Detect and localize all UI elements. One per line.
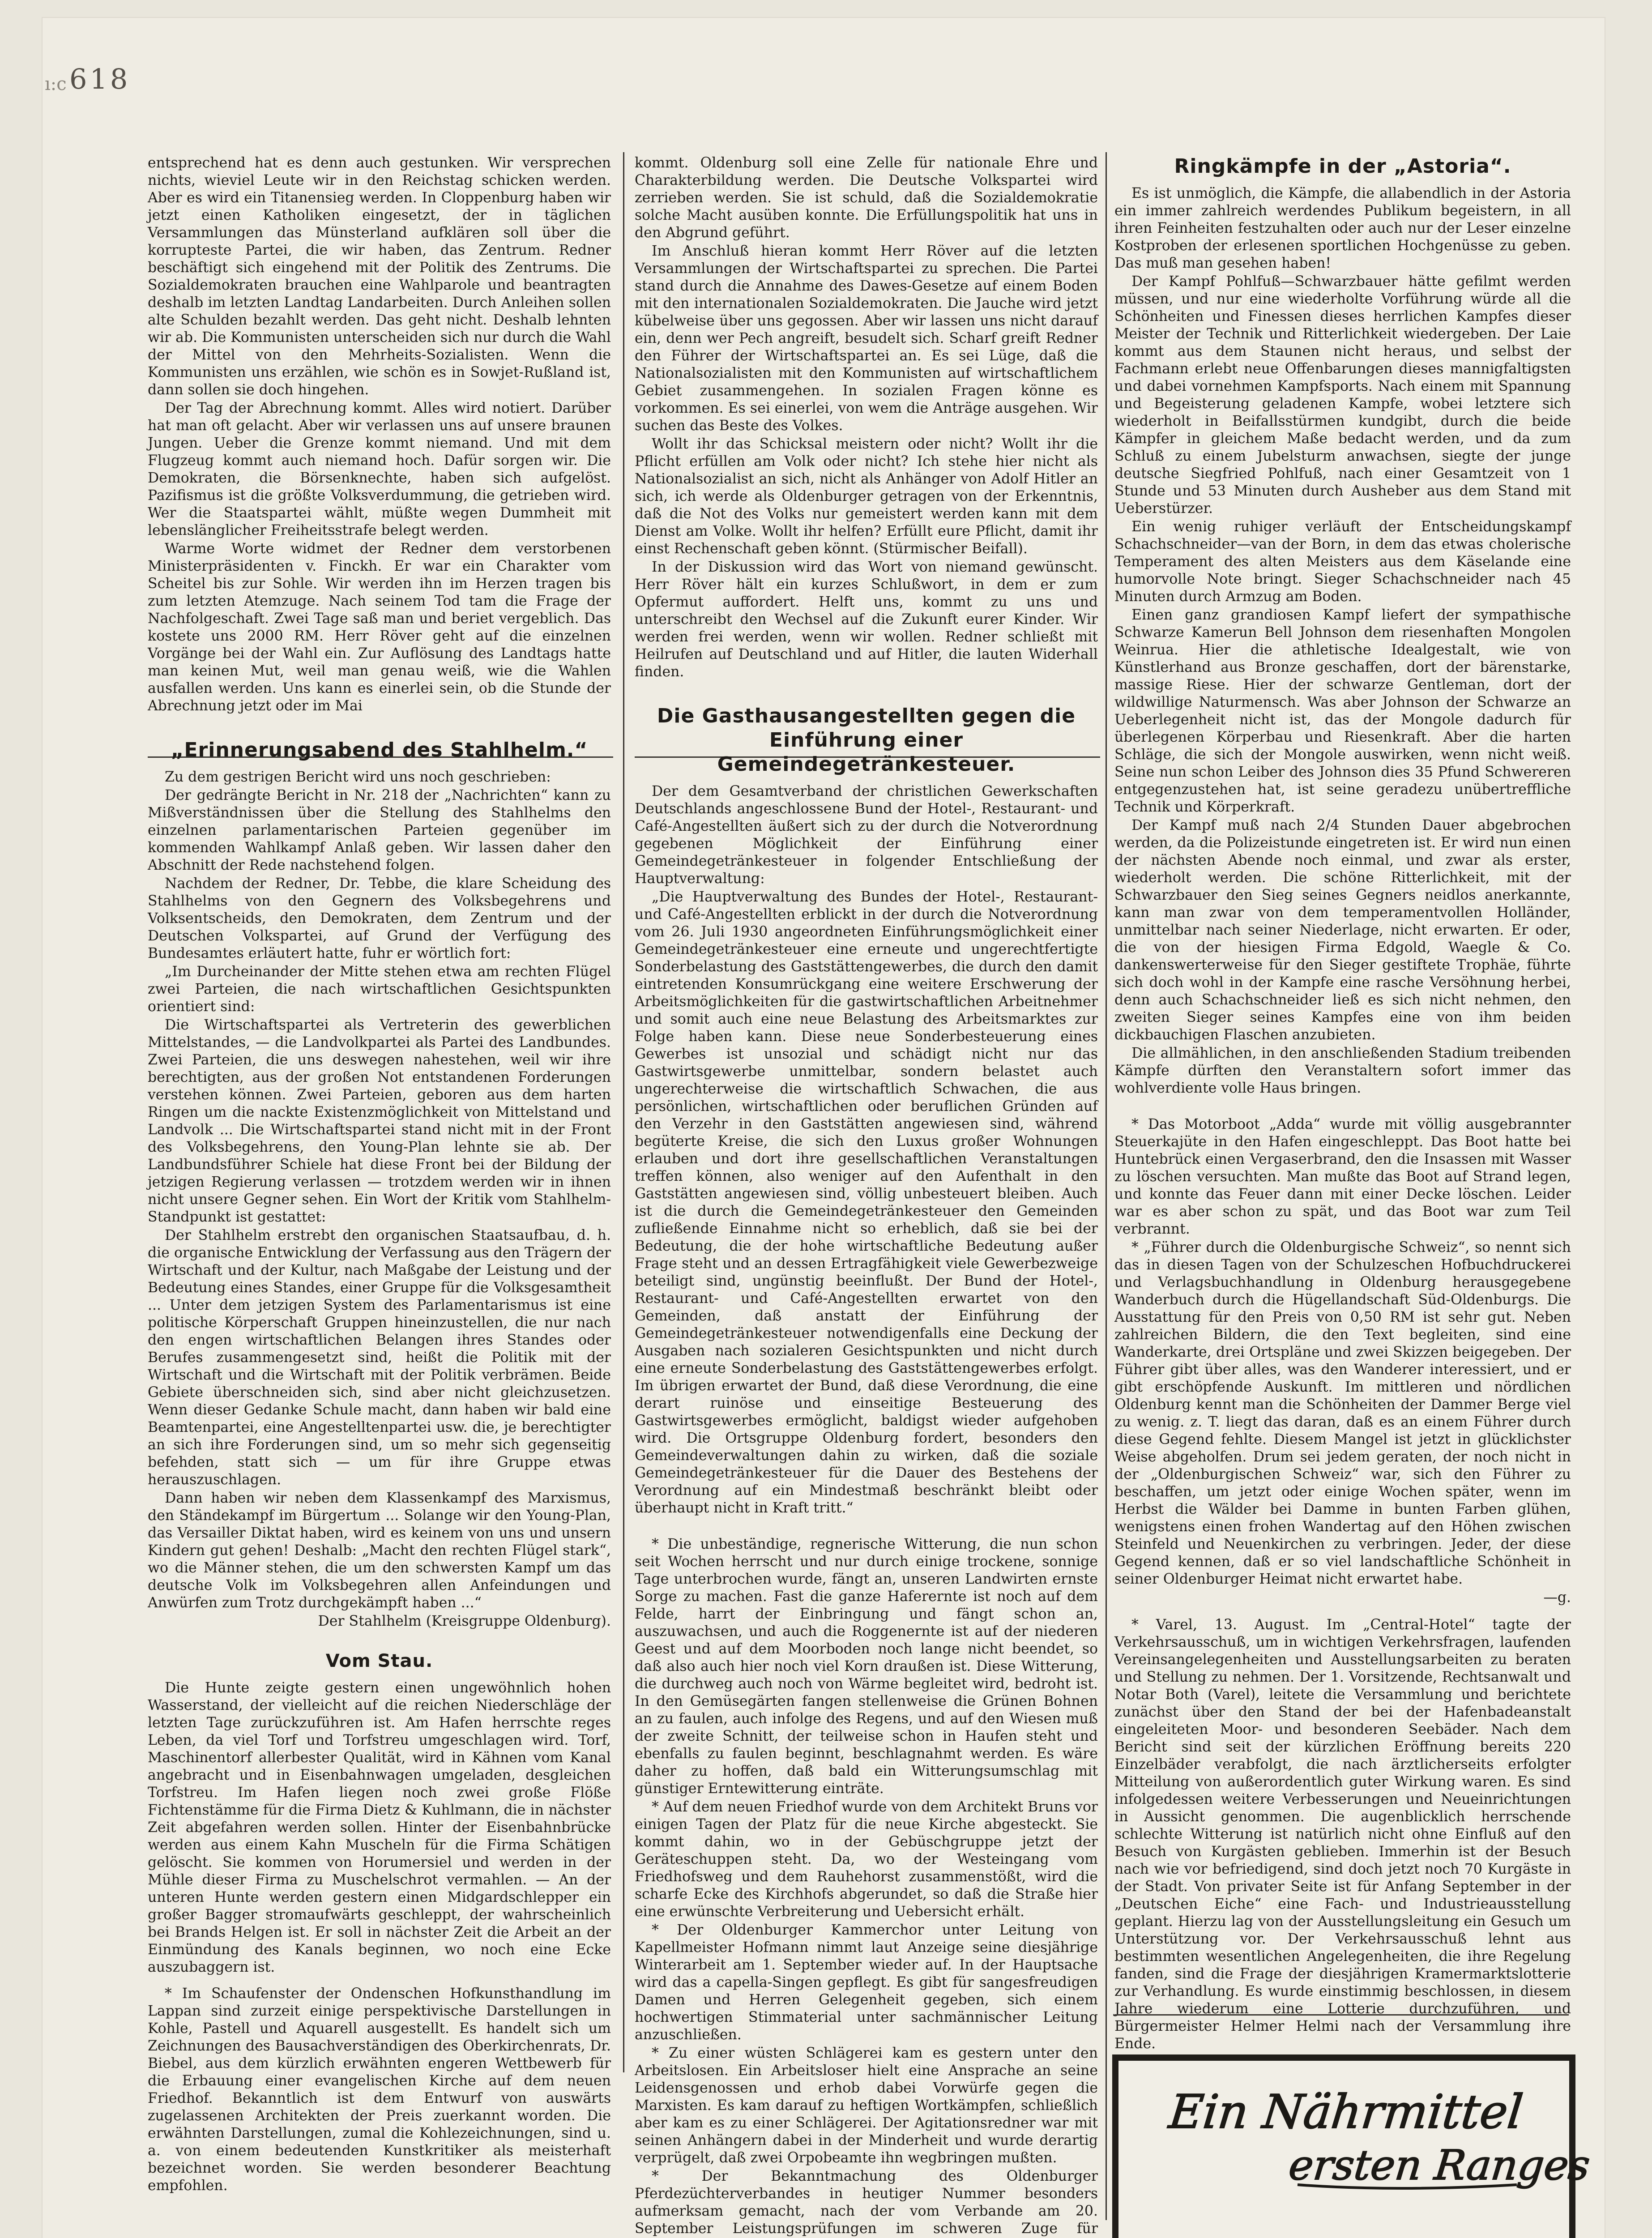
- local-news-3: [1114, 1116, 1571, 2053]
- news-item: * Der Bekanntmachung des Oldenburger Pferdezüchterverbandes in heutiger Nummer besonders aufmerksam gemacht, nach der vom Verbande am 20. September Leistungsprüfungen im schweren Zuge für: [635, 2168, 1098, 2237]
- headline-stau: Vom Stau.: [325, 1651, 433, 1671]
- news-item: * Das Motorboot „Adda“ wurde mit völlig ausgebrannter Steuerkajüte in den Hafen eingeschleppt. Das Boot hatte bei Huntebrück einen Vergaserbrand, den die Insassen mit Wasser zu löschen versuchten. Man mußte das Boot auf Strand legen, und konnte das Feuer dann mit einer Decke löschen. Leider war es aber schon zu spät, und das Boot war zum Teil verbrannt.: [1114, 1116, 1571, 1237]
- column-rule-right: [1106, 152, 1107, 2220]
- paragraph: Nachdem der Redner, Dr. Tebbe, die klare Scheidung des Stahlhelms von den Gegnern des Volksbegehrens und Volksentscheids, den Demokraten, dem Zentrum und der Deutschen Volkspartei, auf Grund der Verfügung des Bundesamtes erläutert hatte, fuhr er wörtlich fort:: [148, 876, 611, 961]
- paragraph: Wollt ihr das Schicksal meistern oder nicht? Wollt ihr die Pflicht erfüllen am Volk oder nicht? Ich stehe hier nicht als Nationalsozialist an sich, nicht als Anhänger von Adolf Hitler an sich, ich werde als Oldenburger getragen von der Erkenntnis, daß die Not des Volks nur gemeistert werden kann mit dem Dienst am Volke. Wollt ihr helfen? Erfüllt eure Pflicht, damit ihr einst Rechenschaft geben könnt. (Stürmischer Beifall).: [635, 436, 1098, 557]
- news-item: * Zu einer wüsten Schlägerei kam es gestern unter den Arbeitslosen. Ein Arbeitsloser hielt eine Ansprache an seine Leidensgenossen und erhob dabei Vorwürfe gegen die Marxisten. Es kam darauf zu heftigen Wortkämpfen, schließlich aber kam es zu einer Schlägerei. Der Agitationsredner war mit seinen Anhängern dabei in der Minderheit und wurde derartig verprügelt, daß zwei Orpobeamte ihn wegbringen mußten.: [635, 2045, 1098, 2166]
- paragraph: „Die Hauptverwaltung des Bundes der Hotel-, Restaurant- und Café-Angestellten erblickt in der durch die Notverordnung vom 26. Juli 1930 angeordneten Einführungsmöglichkeit einer Gemeindegetränkesteuer eine erneute und ungerechtfertigte Sonderbelastung des Gaststättengewerbes, die durch den damit eintretenden Konsumrückgang eine weitere Erschwerung der Arbeitsmöglichkeiten für die gastwirtschaftlichen Arbeitnehmer und somit auch eine neue Belastung des Arbeitsmarktes zur Folge haben kann. Diese neue Sonderbesteuerung eines Gewerbes ist unsozial und schädigt nicht nur das Gastwirtsgewerbe unmittelbar, sondern belastet auch ungerechterweise die wirtschaftlich Schwachen, die aus persönlichen, wirtschaftlichen oder beruflichen Gründen auf den Verzehr in den Gaststätten angewiesen sind, während begüterte Kreise, die sich den Luxus großer Wohnungen erlauben und dort ihre gesellschaftlichen Veranstaltungen treffen können, also weniger auf den Aufenthalt in den Gaststätten angewiesen sind, völlig unbesteuert bleiben. Auch ist die durch die Gemeindegetränkesteuer den Gemeinden zufließende Einnahme nicht so erheblich, daß sie bei der Bedeutung, die der hohe wirtschaftliche Bedeutung außer Frage steht und an dessen Ertragfähigkeit viele Gewerbezweige beteiligt sind, ungünstig beeinflußt. Der Bund der Hotel-, Restaurant- und Café-Angestellten erwartet von den Gemeinden, daß anstatt der Einführung der Gemeindegetränkesteuer notwendigenfalls eine Deckung der Ausgaben nach sozialeren Gesichtspunkten und nicht durch eine erneute Sonderbelastung des Gaststättengewerbes erfolgt. Im übrigen erwartet der Bund, daß diese Verordnung, die eine derart ruinöse und einseitige Besteuerung des Gastwirtsgewerbes ermöglicht, baldigst wieder aufgehoben wird. Die Ortsgruppe Oldenburg fordert, besonders den Gemeindeverwaltungen dahin zu wirken, daß die soziale Gemeindegetränkesteuer für die Dauer des Bestehens der Verordnung auf ein Mindestmaß beschränkt bleibt oder überhaupt nicht in Kraft tritt.“: [635, 889, 1098, 1516]
- paragraph: Im Anschluß hieran kommt Herr Röver auf die letzten Versammlungen der Wirtschaftspartei zu sprechen. Die Partei stand durch die Annahme des Dawes-Gesetze auf einem Boden mit den internationalen Sozialdemokraten. Die Jauche wird jetzt kübelweise über uns gegossen. Aber wir lassen uns nicht darauf ein, denn wer Pech angreift, besudelt sich. Scharf greift Redner den Führer der Wirtschaftspartei an. Es sei Lüge, daß die Nationalsozialisten mit den Kommunisten auf wirtschaftlichem Gebiet zusammengehen. In sozialen Fragen könne es vorkommen. Es sei einerlei, von wem die Anträge ausgehen. Wir suchen das Beste des Volkes.: [635, 243, 1098, 434]
- article-ringkaempfe: [1114, 154, 1571, 1097]
- signature: Der Stahlhelm (Kreisgruppe Oldenburg).: [318, 1613, 611, 1629]
- advertisement-toellner: [1112, 2054, 1592, 2238]
- paragraph: Dann haben wir neben dem Klassenkampf des Marxismus, den Ständekampf im Bürgertum ... Solange wir den Young-Plan, das Versailler Diktat haben, wird es keinem von uns und unsern Kindern gut gehen! Deshalb: „Macht den rechten Flügel stark“, wo die Männer stehen, die um den schwersten Kampf um das deutsche Volk im Volksbegehren allen Anfeindungen und Anwürfen zum Trotz durchgekämpft haben ...“: [148, 1490, 611, 1611]
- paragraph: In der Diskussion wird das Wort von niemand gewünscht. Herr Röver hält ein kurzes Schlußwort, in dem er zum Opfermut auffordert. Helft uns, kommt zu uns und unterschreibt den Wechsel auf die Zukunft eurer Kinder. Wir werden frei werden, wenn wir wollen. Redner schließt mit Heilrufen auf Deutschland und auf Hitler, die lauten Widerhall finden.: [635, 559, 1098, 680]
- paragraph: Zu dem gestrigen Bericht wird uns noch geschrieben:: [165, 769, 551, 785]
- article-stau: [148, 1649, 611, 2195]
- paragraph: Der dem Gesamtverband der christlichen Gewerkschaften Deutschlands angeschlossene Bund der Hotel-, Restaurant- und Café-Angestellten äußert sich zu der durch die Notverordnung gegebenen Möglichkeit der Einführung einer Gemeindegetränkesteuer in folgender Entschließung der Hauptverwaltung:: [635, 783, 1098, 887]
- headline-gasthaus: Die Gasthausangestellten gegen die Einführung einer Gemeindegetränkesteuer.: [657, 705, 1076, 776]
- paragraph: Warme Worte widmet der Redner dem verstorbenen Ministerpräsidenten v. Finckh. Er war ein Charakter vom Scheitel bis zur Sohle. Wir werden ihn im Herzen tragen bis zum letzten Atemzuge. Nach seinem Tod tam die Frage der Nachfolgeschaft. Zwei Tage saß man und beriet vergeblich. Das kostete uns 2000 RM. Herr Röver geht auf die einzelnen Vorgänge bei der Wahl ein. Zur Auflösung des Landtags hatte man keinen Mut, weil man genau weiß, wie die Wahlen ausfallen werden. Uns kann es einerlei sein, ob die Stunde der Abrechnung jetzt oder im Mai: [148, 541, 611, 714]
- paragraph: Die allmählichen, in den anschließenden Stadium treibenden Kämpfe dürften den Veranstaltern sofort immer das wohlverdiente volle Haus bringen.: [1114, 1045, 1571, 1096]
- column-3: [1114, 154, 1571, 2052]
- paragraph: Es ist unmöglich, die Kämpfe, die allabendlich in der Astoria ein immer zahlreich werdendes Publikum begeistern, in all ihren Feinheiten festzuhalten oder auch nur der Leser einzelne Kostproben der erlesenen sportlichen Hochgenüsse zu geben. Das muß man gesehen haben!: [1114, 185, 1571, 271]
- paragraph: Die Wirtschaftspartei als Vertreterin des gewerblichen Mittelstandes, — die Landvolkpartei als Partei des Landbundes. Zwei Parteien, die uns deswegen nahestehen, weil wir ihre berechtigten, aus der großen Not entstandenen Forderungen verstehen können. Zwei Parteien, geboren aus dem harten Ringen um die nackte Existenzmöglichkeit von Mittelstand und Landvolk ... Die Wirtschaftspartei stand nicht mit in der Front des Volksbegehrens, den Young-Plan lehnte sie ab. Der Landbundsführer Schiele hat diese Front bei der Bildung der jetzigen Regierung verlassen — trotzdem werden wir in ihnen nicht unsere Gegner sehen. Ein Wort der Kritik vom Stahlhelm-Standpunkt ist gestattet:: [148, 1017, 611, 1225]
- paragraph: Der Tag der Abrechnung kommt. Alles wird notiert. Darüber hat man oft gelacht. Aber wir verlassen uns auf unsere braunen Jungen. Ueber die Grenze kommt niemand. Und mit dem Flugzeug kommt auch niemand hoch. Dafür sorgen wir. Die Demokraten, die Börsenknechte, haben sich aufgelöst. Pazifismus ist die größte Volksverdummung, die getrieben wird. Wer die Staatspartei wählt, müßte wegen Dummheit mit lebenslänglicher Freiheitsstrafe belegt werden.: [148, 400, 611, 538]
- news-item: * Der Oldenburger Kammerchor unter Leitung von Kapellmeister Hofmann nimmt laut Anzeige seine diesjährige Winterarbeit am 1. September wieder auf. In der Hauptsache wird das a capella-Singen gepflegt. Es gibt für sangesfreudigen Damen und Herren Gelegenheit gegeben, sich einem hochwertigen Stimmaterial unter sachmännischer Leitung anzuschließen.: [635, 1922, 1098, 2043]
- paragraph: „Im Durcheinander der Mitte stehen etwa am rechten Flügel zwei Parteien, die nach wirtschaftlichen Gesichtspunkten orientiert sind:: [148, 964, 611, 1015]
- page-number: 618: [69, 63, 131, 95]
- ad-rule: [1114, 2014, 1569, 2056]
- column-2: [635, 154, 1098, 2237]
- paragraph: * Im Schaufenster der Ondenschen Hofkunsthandlung im Lappan sind zurzeit einige perspektivische Darstellungen in Kohle, Pastell und Aquarell ausgestellt. Es handelt sich um Zeichnungen des Bausachverständigen des Oberkirchenrats, Dr. Biebel, aus dem kürzlich erwähnten engeren Wettbewerb für die Erbauung einer evangelischen Kirche auf dem neuen Friedhof. Bekanntlich ist dem Entwurf von auswärts zugelassenen Architekten der Preis zuerkannt worden. Die erwähnten Darstellungen, zumal die Kohlezeichnungen, sind u. a. von einem bedeutenden Kunstkritiker als meisterhaft bezeichnet worden. Sie werden besonderer Beachtung empfohlen.: [148, 1986, 611, 2194]
- column-1: [148, 154, 611, 2194]
- paragraph: Einen ganz grandiosen Kampf liefert der sympathische Schwarze Kamerun Bell Johnson dem riesenhaften Mongolen Weinrua. Hier die athletische Idealgestalt, wie von Künstlerhand aus Bronze geschaffen, dort der bärenstarke, massige Riese. Hier der schwarze Gentleman, dort der wildwillige Naturmensch. Was aber Johnson der Schwarze an Ueberlegenheit nicht ist, das der Mongole dadurch für überlegenen Körperbau und Riesenkraft. Aber die harten Schläge, die sich der Mongole auswirken, wenn nicht weiß. Seine nun schon Leiber des Johnson dies 35 Pfund Schwereren entgegenzustehen hat, ist seine geradezu unübertreffliche Technik und Körperkraft.: [1114, 607, 1571, 815]
- article-continued-2: [635, 154, 1098, 681]
- column-rule-left: [623, 152, 624, 2072]
- signature: —g.: [1543, 1589, 1571, 1606]
- paragraph: Der gedrängte Bericht in Nr. 218 der „Nachrichten“ kann zu Mißverständnissen über die Stellung des Stahlhelms den einzelnen parlamentarischen Parteien gegenüber im kommenden Wahlkampf Anlaß geben. Wir lassen daher den Abschnitt der Rede nachstehend folgen.: [148, 787, 611, 873]
- edge-mark: ı:c: [45, 74, 67, 94]
- paragraph: Ein wenig ruhiger verläuft der Entscheidungskampf Schachschneider—van der Born, in dem das etwas cholerische Temperament des alten Meisters aus dem Käselande eine humorvolle Note bringt. Sieger Schachschneider nach 45 Minuten durch Armzug am Boden.: [1114, 519, 1571, 605]
- ad-script-logo: [1163, 2084, 1592, 2193]
- paragraph: entsprechend hat es denn auch gestunken. Wir versprechen nichts, wieviel Leute wir in den Reichstag schicken werden. Aber es wird ein Titanensieg werden. In Cloppenburg haben wir jetzt einen Katholiken eingesetzt, der in täglichen Versammlungen das Münsterland aufklären soll über die korrupteste Partei, die wir haben, das Zentrum. Redner beschäftigt sich eingehend mit der Politik des Zentrums. Die Sozialdemokraten brauchen eine Wahlparole und beantragten deshalb im letzten Landtag Landarbeiten. Durch Anleihen sollen alte Schulden bezahlt werden. Das geht nicht. Deshalb lehnten wir ab. Die Kommunisten unterscheiden sich nur durch die Wahl der Mittel von den Mehrheits-Sozialisten. Wenn die Kommunisten uns erzählen, wie schön es in Sowjet-Rußland ist, dann sollen sie doch hingehen.: [148, 155, 611, 398]
- paragraph: Der Stahlhelm erstrebt den organischen Staatsaufbau, d. h. die organische Entwicklung der Verfassung aus den Trägern der Wirtschaft und der Kultur, nach Maßgabe der Leistung und der Bedeutung eines Standes, einer Gruppe für die Volksgesamtheit ... Unter dem jetzigen System des Parlamentarismus ist eine politische Körperschaft Gruppen hineinzustellen, die nur nach den engen wirtschaftlichen Belangen ihres Standes oder Berufes zusammengesetzt sind, heißt die Politik mit der Wirtschaft und die Wirtschaft mit der Politik verbrämen. Beide Gebiete überschneiden sich, sind aber nicht gleichzusetzen. Wenn dieser Gedanke Schule macht, dann haben wir bald eine Beamtenpartei, eine Angestelltenpartei usw. die, je berechtigter an sich ihre Forderungen sind, um so mehr sich gegenseitig befehden, statt sich — um für ihre Gruppe etwas herauszuschlagen.: [148, 1227, 611, 1488]
- news-item: * Die unbeständige, regnerische Witterung, die nun schon seit Wochen herrscht und nur durch einige trockene, sonnige Tage unterbrochen wurde, fängt an, unseren Landwirten ernste Sorge zu machen. Fast die ganze Haferernte ist noch auf dem Felde, harrt der Einbringung und fängt schon an, auszuwachsen, und auch die Roggenernte ist auf der niederen Geest und auf dem Moorboden noch lange nicht beendet, so daß also auch hier noch viel Korn draußen ist. Diese Witterung, die durchweg auch noch von Wärme begleitet wird, bedroht ist. In den Gemüsegärten fangen stellenweise die Grünen Bohnen an zu faulen, auch infolge des Regens, und auf den Wiesen muß der zweite Schnitt, der teilweise schon in Haufen steht und ebenfalls zu faulen beginnt, beschlagnahmt werden. Es wäre daher zu hoffen, daß bald ein Witterungsumschlag mit günstiger Erntewitterung einträte.: [635, 1536, 1098, 1797]
- paragraph: Die Hunte zeigte gestern einen ungewöhnlich hohen Wasserstand, der vielleicht auf die reichen Niederschläge der letzten Tage zurückzuführen ist. Am Hafen herrschte reges Leben, da viel Torf und Torfstreu umgeschlagen wird. Torf, Maschinentorf allerbester Qualität, wird in Kähnen vom Kanal angebracht und in Eisenbahnwagen umgeladen, desgleichen Torfstreu. Im Hafen liegen noch zwei große Flöße Fichtenstämme für die Firma Dietz & Kuhlmann, die in nächster Zeit abgefahren werden sollen. Hinter der Eisenbahnbrücke werden aus einem Kahn Muscheln für die Firma Schätigen gelöscht. Sie kommen von Horumersiel und werden in der Mühle dieser Firma zu Muschelschrot vermahlen. — An der unteren Hunte werden gestern einen Midgardschlepper ein großer Bagger stromaufwärts geschleppt, der wahrscheinlich bei Brands Helgen ist. Er soll in nächster Zeit die Arbeit an der Einmündung des Kanals beginnen, wo noch eine Ecke auszubaggern ist.: [148, 1680, 611, 1975]
- ad-logo-line-2: ersten Ranges: [1286, 2141, 1592, 2189]
- news-item: * Auf dem neuen Friedhof wurde von dem Architekt Bruns vor einigen Tagen der Platz für die neue Kirche abgesteckt. Sie kommt dahin, wo in der Gebüschgruppe jetzt der Geräteschuppen steht. Da, wo der Westeingang vom Friedhofsweg und dem Rauhehorst zusammenstößt, wird die scharfe Ecke des Kirchhofs abgerundet, so daß die Straße hier eine erwünschte Verbreiterung und Uebersicht erhält.: [635, 1799, 1098, 1920]
- news-item: * Varel, 13. August. Im „Central-Hotel“ tagte der Verkehrsausschuß, um in wichtigen Verkehrsfragen, laufenden Vereinsangelegenheiten und Ausstellungsarbeiten zu beraten und Stellung zu nehmen. Der 1. Vorsitzende, Rechtsanwalt und Notar Both (Varel), leitete die Versammlung und berichtete zunächst über den Stand der bei der Hafenbadeanstalt eingeleiteten Moor- und besonderen Seebäder. Nach dem Bericht sind seit der kürzlichen Eröffnung bereits 220 Einzelbäder verabfolgt, die nach ärztlicherseits erfolgter Mitteilung von außerordentlich guter Wirkung waren. Es sind infolgedessen weitere Verbesserungen und Neueinrichtungen in Aussicht genommen. Die augenblicklich herrschende schlechte Witterung ist natürlich nicht ohne Einfluß auf den Besuch von Kurgästen geblieben. Immerhin ist der Besuch nach wie vor befriedigend, sind doch jetzt noch 70 Kurgäste in der Stadt. Von privater Seite ist für Anfang September in der „Deutschen Eiche“ eine Fach- und Industrieausstellung geplant. Hierzu lag von der Ausstellungsleitung ein Gesuch um Unterstützung vor. Der Verkehrsausschuß lehnt aus bestimmten wesentlichen Angelegenheiten, die ihre Regelung fanden, sind die Frage der diesjährigen Kramermarktslotterie zur Verhandlung. Es wurde einstimmig beschlossen, in diesem Jahre wiederum eine Lotterie durchzuführen, und Bürgermeister Helmer Helmi nach der Versammlung ihre Ende.: [1114, 1617, 1571, 2052]
- ad-logo-line-1: Ein Nährmittel: [1166, 2084, 1526, 2139]
- paragraph: Der Kampf muß nach 2/4 Stunden Dauer abgebrochen werden, da die Polizeistunde eingetreten ist. Er wird nun einen der nächsten Abende noch einmal, und zwar als erster, wiederholt werden. Die schöne Ritterlichkeit, mit der Schwarzbauer den Sieg seines Gegners neidlos anerkannte, kann man zwar von dem temperamentvollen Holländer, unmittelbar nach seiner Niederlage, nicht erwarten. Er oder, die von der hiesigen Firma Edgold, Waegle & Co. dankenswerterweise für den Sieger gestiftete Trophäe, führte sich doch wohl in der Kampfe eine rasche Versöhnung herbei, denn auch Schachschneider ließ es sich nicht nehmen, den zweiten Sieger seines Kampfes eine von ihm beiden dickbauchigen Flaschen anzubieten.: [1114, 817, 1571, 1043]
- headline-ringkaempfe: Ringkämpfe in der „Astoria“.: [1174, 155, 1511, 178]
- paragraph: Der Kampf Pohlfuß—Schwarzbauer hätte gefilmt werden müssen, und nur eine wiederholte Vorführung würde all die Schönheiten und Finessen dieses herrlichen Kampfes dieser Meister der Technik und Ritterlichkeit wiedergeben. Der Laie kommt aus dem Staunen nicht heraus, und selbst der Fachmann erlebt neue Offenbarungen dieses mannigfaltigsten und dabei vornehmen Kampfsports. Nach einem mit Spannung und Begeisterung geladenen Kampfe, wobei letztere sich wiederholt in Beifallsstürmen kundgibt, durch die beide Kämpfer in gleichem Maße bedacht werden, und da zum Schluß zu einem Jubelsturm anwachsen, siegte der junge deutsche Siegfried Pohlfuß, nach einer Gesamtzeit von 1 Stunde und 53 Minuten durch Ausheber aus dem Stand mit Ueberstürzer.: [1114, 273, 1571, 517]
- paragraph: kommt. Oldenburg soll eine Zelle für nationale Ehre und Charakterbildung werden. Die Deutsche Volkspartei wird zerrieben werden. Sie ist schuld, daß die Sozialdemokratie solche Macht ausüben konnte. Die Erfüllungspolitik hat uns in den Abgrund geführt.: [635, 155, 1098, 241]
- headline-stahlhelm: „Erinnerungsabend des Stahlhelm.“: [171, 739, 588, 761]
- article-continued-1: [148, 154, 611, 715]
- news-item: * „Führer durch die Oldenburgische Schweiz“, so nennt sich das in diesen Tagen von der Schulzeschen Hofbuchdruckerei und Verlagsbuchhandlung in Oldenburg herausgegebene Wanderbuch durch die Hügellandschaft Süd-Oldenburgs. Die Ausstattung für den Preis von 0,50 RM ist sehr gut. Neben zahlreichen Bildern, die den Text begleiten, sind eine Wanderkarte, drei Ortspläne und zwei Skizzen beigegeben. Der Führer gibt über alles, was den Wanderer interessiert, und er gibt erschöpfende Auskunft. Im mittleren und nördlichen Oldenburg kennt man die Schönheiten der Dammer Berge viel zu wenig. z. T. liegt das daran, daß es an einem Führer durch diese Gegend fehlte. Diesem Mangel ist jetzt in glücklichster Weise abgeholfen. Drum sei jedem geraten, der noch nicht in der „Oldenburgischen Schweiz“ war, sich den Führer zu beschaffen, um jetzt oder einige Wochen später, wenn im Herbst die Wälder bei Damme in bunten Farben glühen, wenigstens einen frohen Wandertag auf den Höhen zwischen Steinfeld und Neuenkirchen zu verbringen. Jeder, der diese Gegend kennen, daß er so viel landschaftliche Schönheit in seiner Oldenburger Heimat nicht erwartet habe.: [1114, 1239, 1571, 1587]
- article-stahlhelm: [148, 738, 611, 1630]
- article-gasthaus: [635, 704, 1098, 1517]
- local-news: [635, 1536, 1098, 2238]
